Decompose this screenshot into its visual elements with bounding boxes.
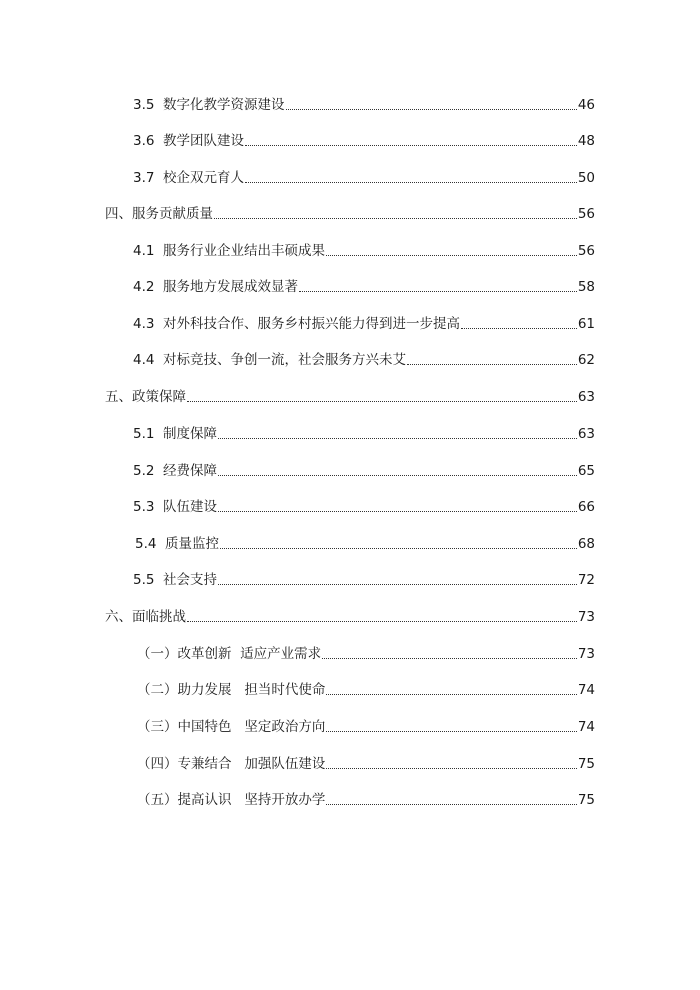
toc-entry-3-6[interactable] xyxy=(133,128,595,150)
toc-page-number: 75 xyxy=(577,756,595,772)
toc-entry-title: 5.1 制度保障 xyxy=(133,426,218,442)
toc-entry-6-1[interactable] xyxy=(137,641,595,663)
toc-entry-6-3[interactable] xyxy=(137,714,595,736)
toc-entry-title: （三）中国特色 坚定政治方向 xyxy=(137,719,326,735)
toc-entry-4-3[interactable] xyxy=(133,311,595,333)
toc-page-number: 58 xyxy=(577,279,595,295)
toc-entry-6[interactable] xyxy=(105,604,595,626)
toc-leader-dots xyxy=(245,182,577,183)
toc-leader-dots xyxy=(286,109,577,110)
toc-entry-title: 4.2 服务地方发展成效显著 xyxy=(133,279,299,295)
toc-page-number: 73 xyxy=(577,609,595,625)
toc-entry-5-5[interactable] xyxy=(133,567,595,589)
toc-entry-title: 四、服务贡献质量 xyxy=(105,206,213,222)
toc-leader-dots xyxy=(326,694,576,695)
toc-entry-4-1[interactable] xyxy=(133,238,595,260)
toc-entry-title: （四）专兼结合 加强队伍建设 xyxy=(137,756,326,772)
toc-leader-dots xyxy=(461,328,577,329)
toc-entry-title: 5.2 经费保障 xyxy=(133,463,218,479)
toc-leader-dots xyxy=(245,145,577,146)
toc-page-number: 62 xyxy=(577,352,595,368)
toc-entry-title: 3.6 教学团队建设 xyxy=(133,133,245,149)
toc-entry-3-5[interactable] xyxy=(133,92,595,114)
toc-page-number: 72 xyxy=(577,572,595,588)
toc-entry-title: 六、面临挑战 xyxy=(105,609,186,625)
toc-leader-dots xyxy=(407,364,577,365)
toc-page-number: 74 xyxy=(577,719,595,735)
toc-page-number: 48 xyxy=(577,133,595,149)
toc-entry-title: 3.5 数字化教学资源建设 xyxy=(133,97,285,113)
toc-page-number: 63 xyxy=(577,426,595,442)
toc-leader-dots xyxy=(326,731,576,732)
toc-page-number: 75 xyxy=(577,792,595,808)
toc-leader-dots xyxy=(326,768,576,769)
toc-entry-title: 4.1 服务行业企业结出丰硕成果 xyxy=(133,243,326,259)
toc-entry-title: （二）助力发展 担当时代使命 xyxy=(137,682,326,698)
toc-entry-title: （一）改革创新 适应产业需求 xyxy=(137,646,322,662)
toc-entry-title: （五）提高认识 坚持开放办学 xyxy=(137,792,326,808)
toc-entry-title: 五、政策保障 xyxy=(105,389,186,405)
toc-entry-6-2[interactable] xyxy=(137,677,595,699)
toc-leader-dots xyxy=(326,804,576,805)
toc-leader-dots xyxy=(218,475,577,476)
toc-page-number: 65 xyxy=(577,463,595,479)
toc-leader-dots xyxy=(218,438,577,439)
toc-page-number: 74 xyxy=(577,682,595,698)
toc-entry-5-3[interactable] xyxy=(133,494,595,516)
toc-page-number: 50 xyxy=(577,170,595,186)
toc-entry-title: 3.7 校企双元育人 xyxy=(133,170,245,186)
toc-entry-5-1[interactable] xyxy=(133,421,595,443)
toc-entry-4-4[interactable] xyxy=(133,347,595,369)
toc-page-number: 63 xyxy=(577,389,595,405)
toc-entry-title: 5.3 队伍建设 xyxy=(133,499,218,515)
toc-leader-dots xyxy=(214,218,577,219)
toc-entry-6-5[interactable] xyxy=(137,787,595,809)
toc-page-number: 56 xyxy=(577,206,595,222)
toc-entry-3-7[interactable] xyxy=(133,165,595,187)
toc-leader-dots xyxy=(218,511,577,512)
toc-leader-dots xyxy=(326,255,577,256)
toc-leader-dots xyxy=(187,621,577,622)
toc-leader-dots xyxy=(299,291,577,292)
toc-page-number: 68 xyxy=(577,536,595,552)
toc-page-number: 73 xyxy=(577,646,595,662)
toc-leader-dots xyxy=(322,658,577,659)
toc-entry-title: 4.3 对外科技合作、服务乡村振兴能力得到进一步提高 xyxy=(133,316,461,332)
toc-leader-dots xyxy=(220,548,577,549)
toc-page-number: 46 xyxy=(577,97,595,113)
toc-entry-4[interactable] xyxy=(105,201,595,223)
toc-entry-5[interactable] xyxy=(105,384,595,406)
toc-page-number: 61 xyxy=(577,316,595,332)
toc-entry-4-2[interactable] xyxy=(133,274,595,296)
toc-entry-title: 4.4 对标竞技、争创一流，社会服务方兴未艾 xyxy=(133,352,407,368)
toc-entry-5-4[interactable] xyxy=(135,531,595,553)
toc-entry-title: 5.4 质量监控 xyxy=(135,536,220,552)
toc-entry-6-4[interactable] xyxy=(137,751,595,773)
toc-leader-dots xyxy=(218,584,577,585)
toc-leader-dots xyxy=(187,401,577,402)
toc-page-number: 66 xyxy=(577,499,595,515)
toc-page-number: 56 xyxy=(577,243,595,259)
toc-entry-5-2[interactable] xyxy=(133,458,595,480)
toc-entry-title: 5.5 社会支持 xyxy=(133,572,218,588)
